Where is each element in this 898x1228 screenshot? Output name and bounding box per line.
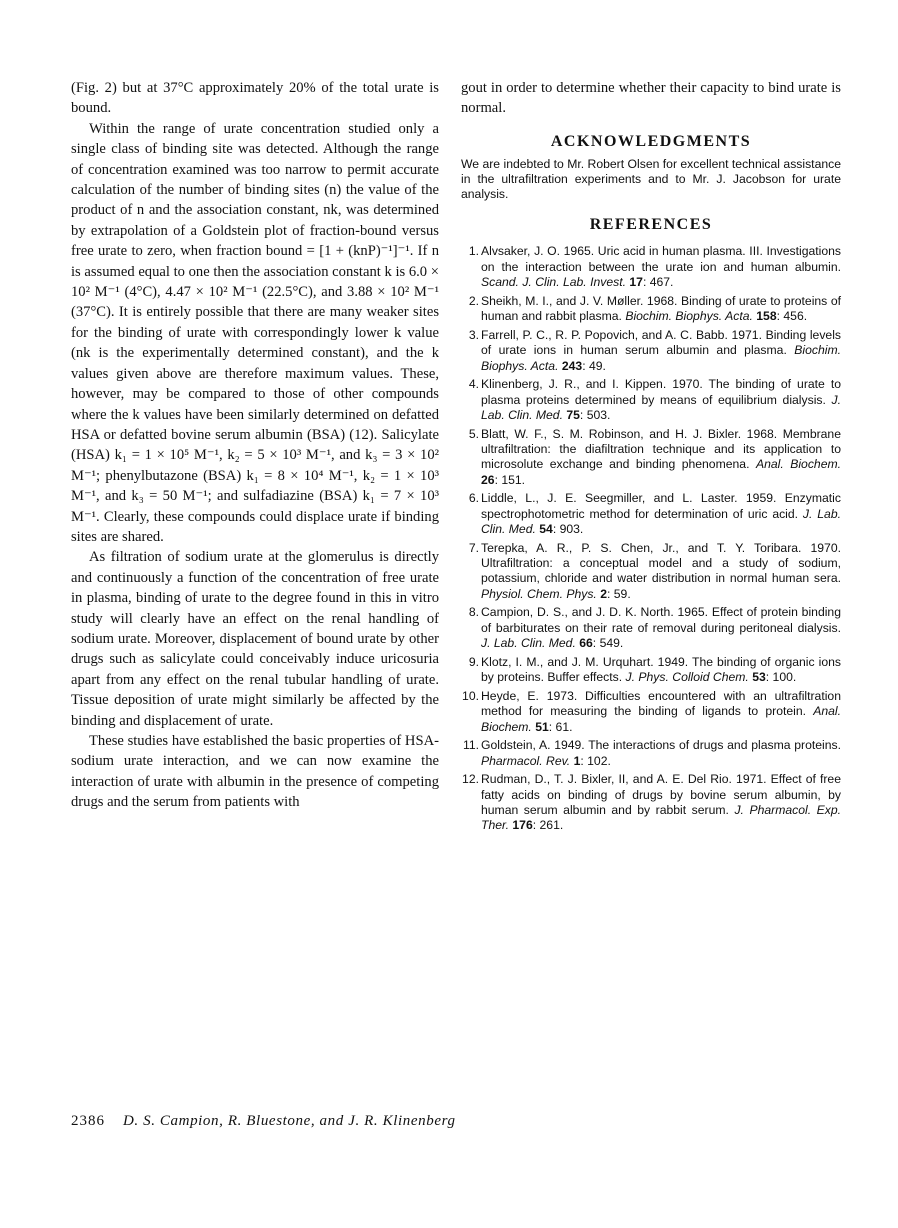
- right-column: [461, 78, 841, 837]
- running-authors: D. S. Campion, R. Bluestone, and J. R. Klinenberg: [123, 1113, 456, 1129]
- paragraph-gout-continued: gout in order to determine whether their capacity to bind urate is normal.: [461, 80, 841, 117]
- reference-pages: : 261.: [532, 818, 564, 833]
- reference-journal: Biochim. Biophys. Acta.: [481, 343, 841, 373]
- reference-item: [461, 328, 841, 374]
- reference-text: Liddle, L., J. E. Seegmiller, and L. Laster. 1959. Enzymatic spectrophotometric method for determination of uric acid.: [481, 491, 841, 521]
- reference-volume: 66: [579, 636, 593, 651]
- reference-journal: J. Phys. Colloid Chem.: [625, 670, 749, 685]
- reference-text: Blatt, W. F., S. M. Robinson, and H. J. Bixler. 1968. Membrane ultrafiltration: the diafiltration technique and its application to microsolute exchange and binding phenomena.: [481, 426, 841, 472]
- reference-number: 1.: [468, 244, 479, 259]
- reference-volume: 54: [539, 521, 553, 536]
- reference-volume: 176: [512, 818, 533, 833]
- reference-pages: : 549.: [592, 636, 624, 651]
- reference-volume: 51: [535, 719, 549, 734]
- page-footer: [71, 1113, 456, 1130]
- reference-journal: J. Lab. Clin. Med.: [481, 506, 841, 536]
- reference-pages: : 467.: [642, 275, 674, 290]
- reference-volume: 26: [481, 472, 495, 487]
- reference-journal: Anal. Biochem.: [481, 704, 842, 734]
- reference-pages: : 903.: [552, 521, 584, 536]
- reference-item: [461, 689, 841, 735]
- reference-pages: : 151.: [494, 472, 526, 487]
- paragraph-conclusion: These studies have established the basic properties of HSA-sodium urate interaction, and we can now examine the interaction of urate with albumin in the presence of competing drugs and the serum from patients with: [71, 733, 439, 811]
- reference-number: 9.: [468, 654, 479, 669]
- reference-item: [461, 772, 841, 833]
- reference-text: Terepka, A. R., P. S. Chen, Jr., and T. Y. Toribara. 1970. Ultrafiltration: a conceptual model and a study of sodium, potassium, chloride and water distribution in normal human sera.: [481, 540, 841, 586]
- reference-volume: 17: [629, 275, 643, 290]
- reference-text: Alvsaker, J. O. 1965. Uric acid in human plasma. III. Investigations on the interaction between the urate ion and human albumin.: [481, 244, 841, 274]
- reference-number: 7.: [468, 540, 479, 555]
- reference-journal: Scand. J. Clin. Lab. Invest.: [481, 275, 626, 290]
- reference-text: Sheikh, M. I., and J. V. Møller. 1968. Binding of urate to proteins of human and rabbit plasma.: [481, 293, 841, 324]
- reference-item: [461, 491, 841, 537]
- reference-item: [461, 427, 841, 488]
- reference-number: 5.: [468, 426, 479, 441]
- reference-pages: : 61.: [548, 719, 573, 734]
- reference-journal: J. Lab. Clin. Med.: [481, 392, 841, 422]
- reference-item: [461, 244, 841, 290]
- reference-text: Goldstein, A. 1949. The interactions of drugs and plasma proteins.: [481, 738, 841, 753]
- reference-item: [461, 738, 841, 769]
- reference-item: [461, 655, 841, 686]
- reference-item: [461, 541, 841, 602]
- reference-number: 12.: [462, 772, 479, 787]
- reference-pages: : 49.: [582, 358, 606, 373]
- reference-list: [461, 244, 841, 833]
- reference-volume: 1: [573, 753, 581, 768]
- reference-volume: 53: [752, 670, 766, 685]
- reference-journal: J. Lab. Clin. Med.: [481, 636, 576, 651]
- paragraph-binding-sites: Within the range of urate concentration studied only a single class of binding site was detected. Although the range of concentration examined was too narrow to permit accurate calculation of the number of binding sites (n) the value of the product of n and the association constant, nk, was determined by extrapolation of a Goldstein plot of fraction-bound versus free urate to zero, when fraction bound = [1 + (knP)⁻¹]⁻¹. If n is assumed equal to one then the association constant k is 6.0 × 10² M⁻¹ (4°C), 4.47 × 10² M⁻¹ (22.5°C), and 3.88 × 10² M⁻¹ (37°C). It is entirely possible that there are many weaker sites for the binding of urate with correspondingly lower k value (nk is the experimentally determined constant), and the k values given above are therefore maximum values. These, however, may be compared to those of other compounds where the k values have been similarly determined on defatted HSA or defatted bovine serum albumin (BSA) (12). Salicylate (HSA) k₁ = 1 × 10⁵ M⁻¹, k₂ = 5 × 10³ M⁻¹, and k₃ = 3 × 10² M⁻¹; phenylbutazone (BSA) k₁ = 8 × 10⁴ M⁻¹, k₂ = 1 × 10³ M⁻¹, and k₃ = 50 M⁻¹; and sulfadiazine (BSA) k₁ = 7 × 10³ M⁻¹. Clearly, these compounds could displace urate if binding sites are shared.: [71, 120, 439, 545]
- reference-journal: Anal. Biochem.: [755, 457, 842, 472]
- paragraph-filtration: As filtration of sodium urate at the glomerulus is directly and continuously a function of the concentration of free urate in plasma, binding of urate to the degree found in this in vitro study will clearly have an effect on the renal handling of sodium urate. Moreover, displacement of bound urate by other drugs such as salicylate could conceivably induce uricosuria apart from any effect on the renal tubular handling of urate. Tissue deposition of urate might similarly be affected by the binding and displacement of urate.: [71, 549, 439, 729]
- reference-pages: : 102.: [580, 753, 611, 768]
- reference-text: Campion, D. S., and J. D. K. North. 1965. Effect of protein binding of barbiturates on their rate of removal during peritoneal dialysis.: [481, 605, 841, 635]
- reference-volume: 2: [600, 586, 607, 601]
- reference-text: Rudman, D., T. J. Bixler, II, and A. E. Del Rio. 1971. Effect of free fatty acids on binding of drugs by bovine serum albumin, by human serum albumin and by rabbit serum.: [481, 772, 841, 818]
- reference-volume: 75: [566, 407, 580, 422]
- reference-text: Klotz, I. M., and J. M. Urquhart. 1949. The binding of organic ions by proteins. Buffer effects.: [481, 654, 841, 685]
- left-column: [71, 78, 439, 813]
- reference-text: Heyde, E. 1973. Difficulties encountered with an ultrafiltration method for measuring the binding of ligands to protein.: [481, 688, 841, 719]
- reference-journal: Biochim. Biophys. Acta.: [625, 309, 753, 324]
- reference-text: Farrell, P. C., R. P. Popovich, and A. C. Babb. 1971. Binding levels of urate ions in human serum albumin and plasma.: [481, 327, 841, 358]
- reference-number: 10.: [462, 688, 479, 703]
- reference-number: 8.: [468, 605, 479, 620]
- reference-pages: : 456.: [776, 309, 808, 324]
- page-number: 2386: [71, 1113, 105, 1129]
- reference-number: 4.: [468, 377, 479, 392]
- reference-pages: : 59.: [607, 586, 631, 601]
- paragraph-continued: (Fig. 2) but at 37°C approximately 20% of the total urate is bound.: [71, 80, 439, 117]
- reference-number: 3.: [468, 327, 479, 342]
- reference-text: Klinenberg, J. R., and I. Kippen. 1970. The binding of urate to plasma proteins determined by means of equilibrium dialysis.: [481, 377, 841, 407]
- reference-item: [461, 377, 841, 423]
- reference-number: 2.: [468, 293, 479, 308]
- reference-number: 11.: [462, 738, 479, 753]
- reference-volume: 158: [756, 309, 777, 324]
- references-heading: REFERENCES: [589, 216, 713, 234]
- reference-pages: : 100.: [765, 670, 797, 685]
- acknowledgments-text: We are indebted to Mr. Robert Olsen for excellent technical assistance in the ultrafiltration experiments and to Mr. J. Jacobson for urate analysis.: [461, 156, 841, 202]
- reference-item: [461, 605, 841, 651]
- reference-number: 6.: [468, 491, 479, 506]
- acknowledgments-heading: ACKNOWLEDGMENTS: [550, 132, 752, 150]
- reference-journal: J. Pharmacol. Exp. Ther.: [481, 803, 841, 833]
- reference-pages: : 503.: [579, 407, 611, 422]
- reference-journal: Pharmacol. Rev.: [481, 753, 571, 768]
- reference-journal: Physiol. Chem. Phys.: [481, 586, 597, 601]
- reference-item: [461, 294, 841, 325]
- reference-volume: 243: [561, 358, 583, 373]
